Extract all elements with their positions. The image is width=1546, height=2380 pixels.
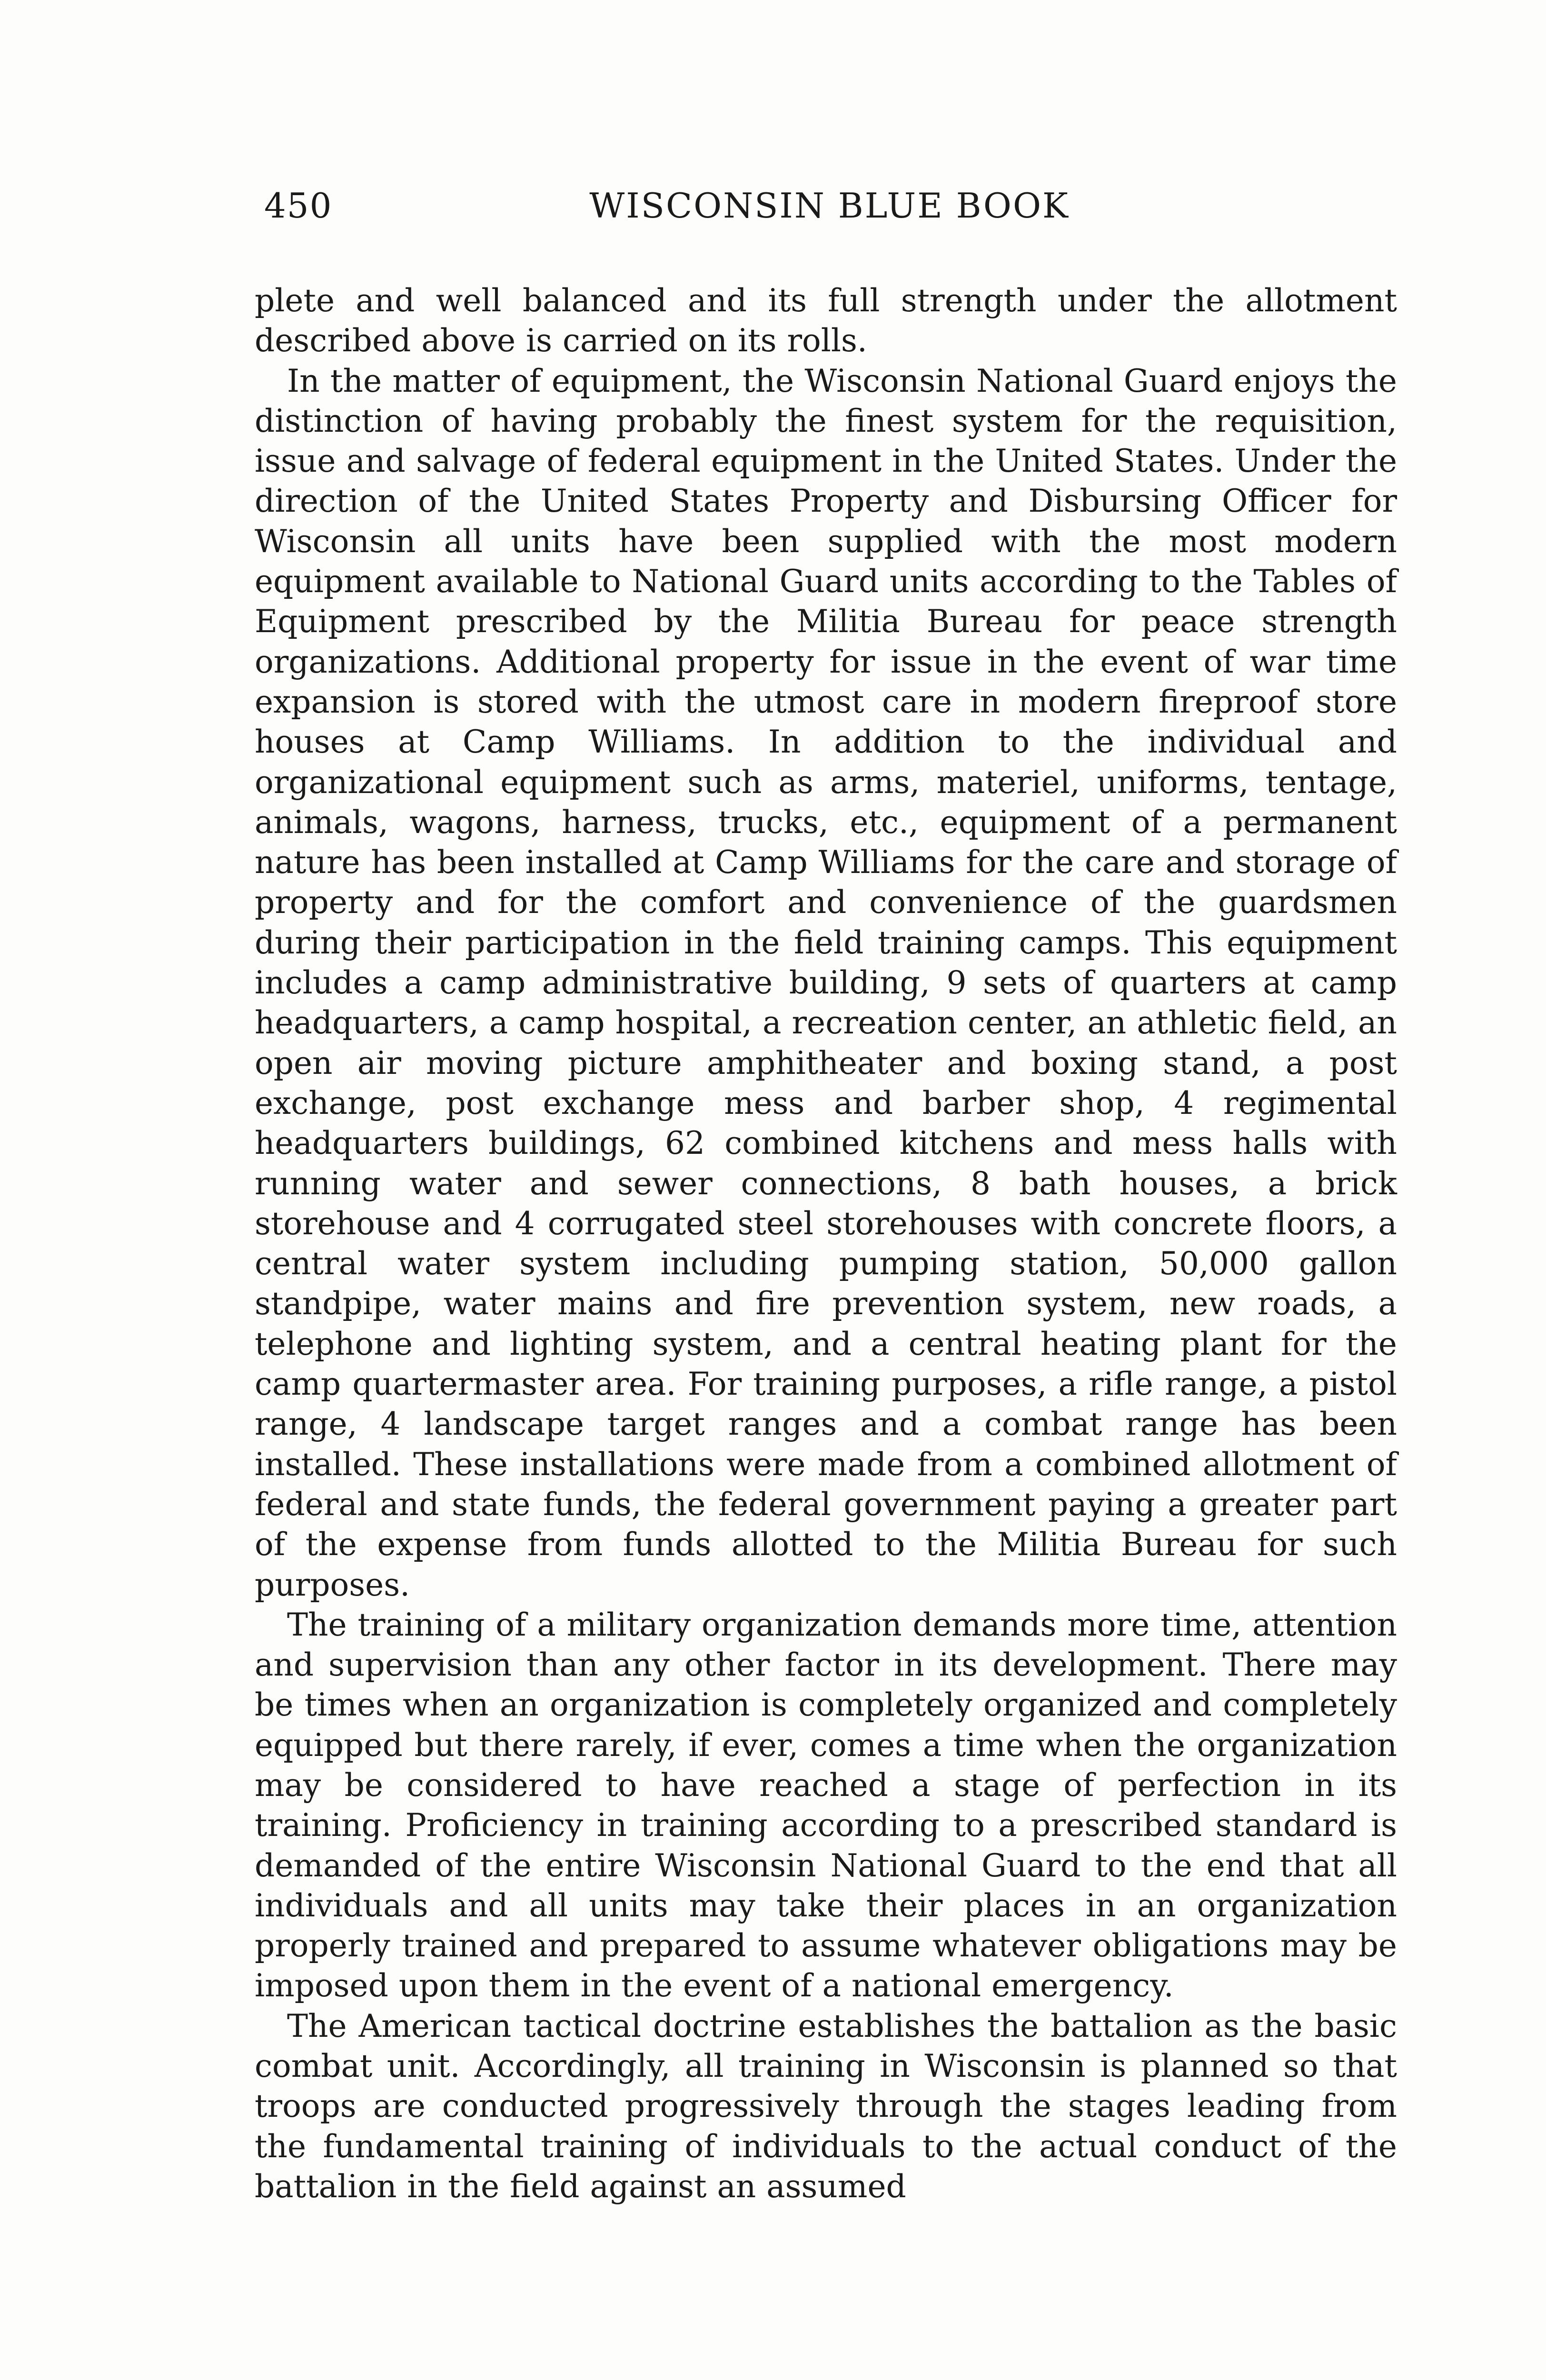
paragraph-training: The training of a military organization demands more time, attention and supervision than any other factor in its development. There may be times when an organization is completely organized and completely equipped but there rarely, if ever, comes a time when the organization may be considered to have reached a stage of perfection in its training. Proficiency in training according to a prescribed standard is demanded of the entire Wisconsin National Guard to the end that all individuals and all units may take their places in an organization properly trained and prepared to assume whatever obligations may be imposed upon them in the event of a national emergency. [255,1606,1397,2004]
book-title: WISCONSIN BLUE BOOK [589,186,1070,226]
page-number: 450 [264,186,333,226]
paragraph-equipment: In the matter of equipment, the Wisconsin National Guard enjoys the distinction of having probably the finest system for the requisition, issue and salvage of federal equipment in the United States. Under the direction of the United States Property and Disbursing Officer for Wisconsin all units have been supplied with the most modern equipment available to National Guard units according to the Tables of Equipment prescribed by the Militia Bureau for peace strength organizations. Additional property for issue in the event of war time expansion is stored with the utmost care in modern fireproof store houses at Camp Williams. In addition to the individual and organizational equipment such as arms, materiel, uniforms, tentage, animals, wagons, harness, trucks, etc., equipment of a permanent nature has been installed at Camp Williams for the care and storage of property and for the comfort and convenience of the guardsmen during their participation in the field training camps. This equipment includes a camp administrative building, 9 sets of quarters at camp headquarters, a camp hospital, a recreation center, an athletic field, an open air moving picture amphitheater and boxing stand, a post exchange, post exchange mess and barber shop, 4 regimental headquarters buildings, 62 combined kitchens and mess halls with running water and sewer connections, 8 bath houses, a brick storehouse and 4 corrugated steel storehouses with concrete floors, a central water system including pumping station, 50,000 gallon standpipe, water mains and fire prevention system, new roads, a telephone and lighting system, and a central heating plant for the camp quartermaster area. For training purposes, a rifle range, a pistol range, 4 landscape target ranges and a combat range has been installed. These installations were made from a combined allotment of federal and state funds, the federal government paying a greater part of the expense from funds allotted to the Militia Bureau for such purposes. [255,362,1397,1603]
body-text [255,281,1397,2207]
paragraph-continuation: plete and well balanced and its full strength under the allotment described above is carried on its rolls. [255,282,1397,359]
paragraph-tactical-doctrine: The American tactical doctrine establishes the battalion as the basic combat unit. Accordingly, all training in Wisconsin is planned so that troops are conducted progressively through the stages leading from the fundamental training of individuals to the actual conduct of the battalion in the field against an assumed [255,2007,1397,2205]
running-head [264,186,1395,238]
